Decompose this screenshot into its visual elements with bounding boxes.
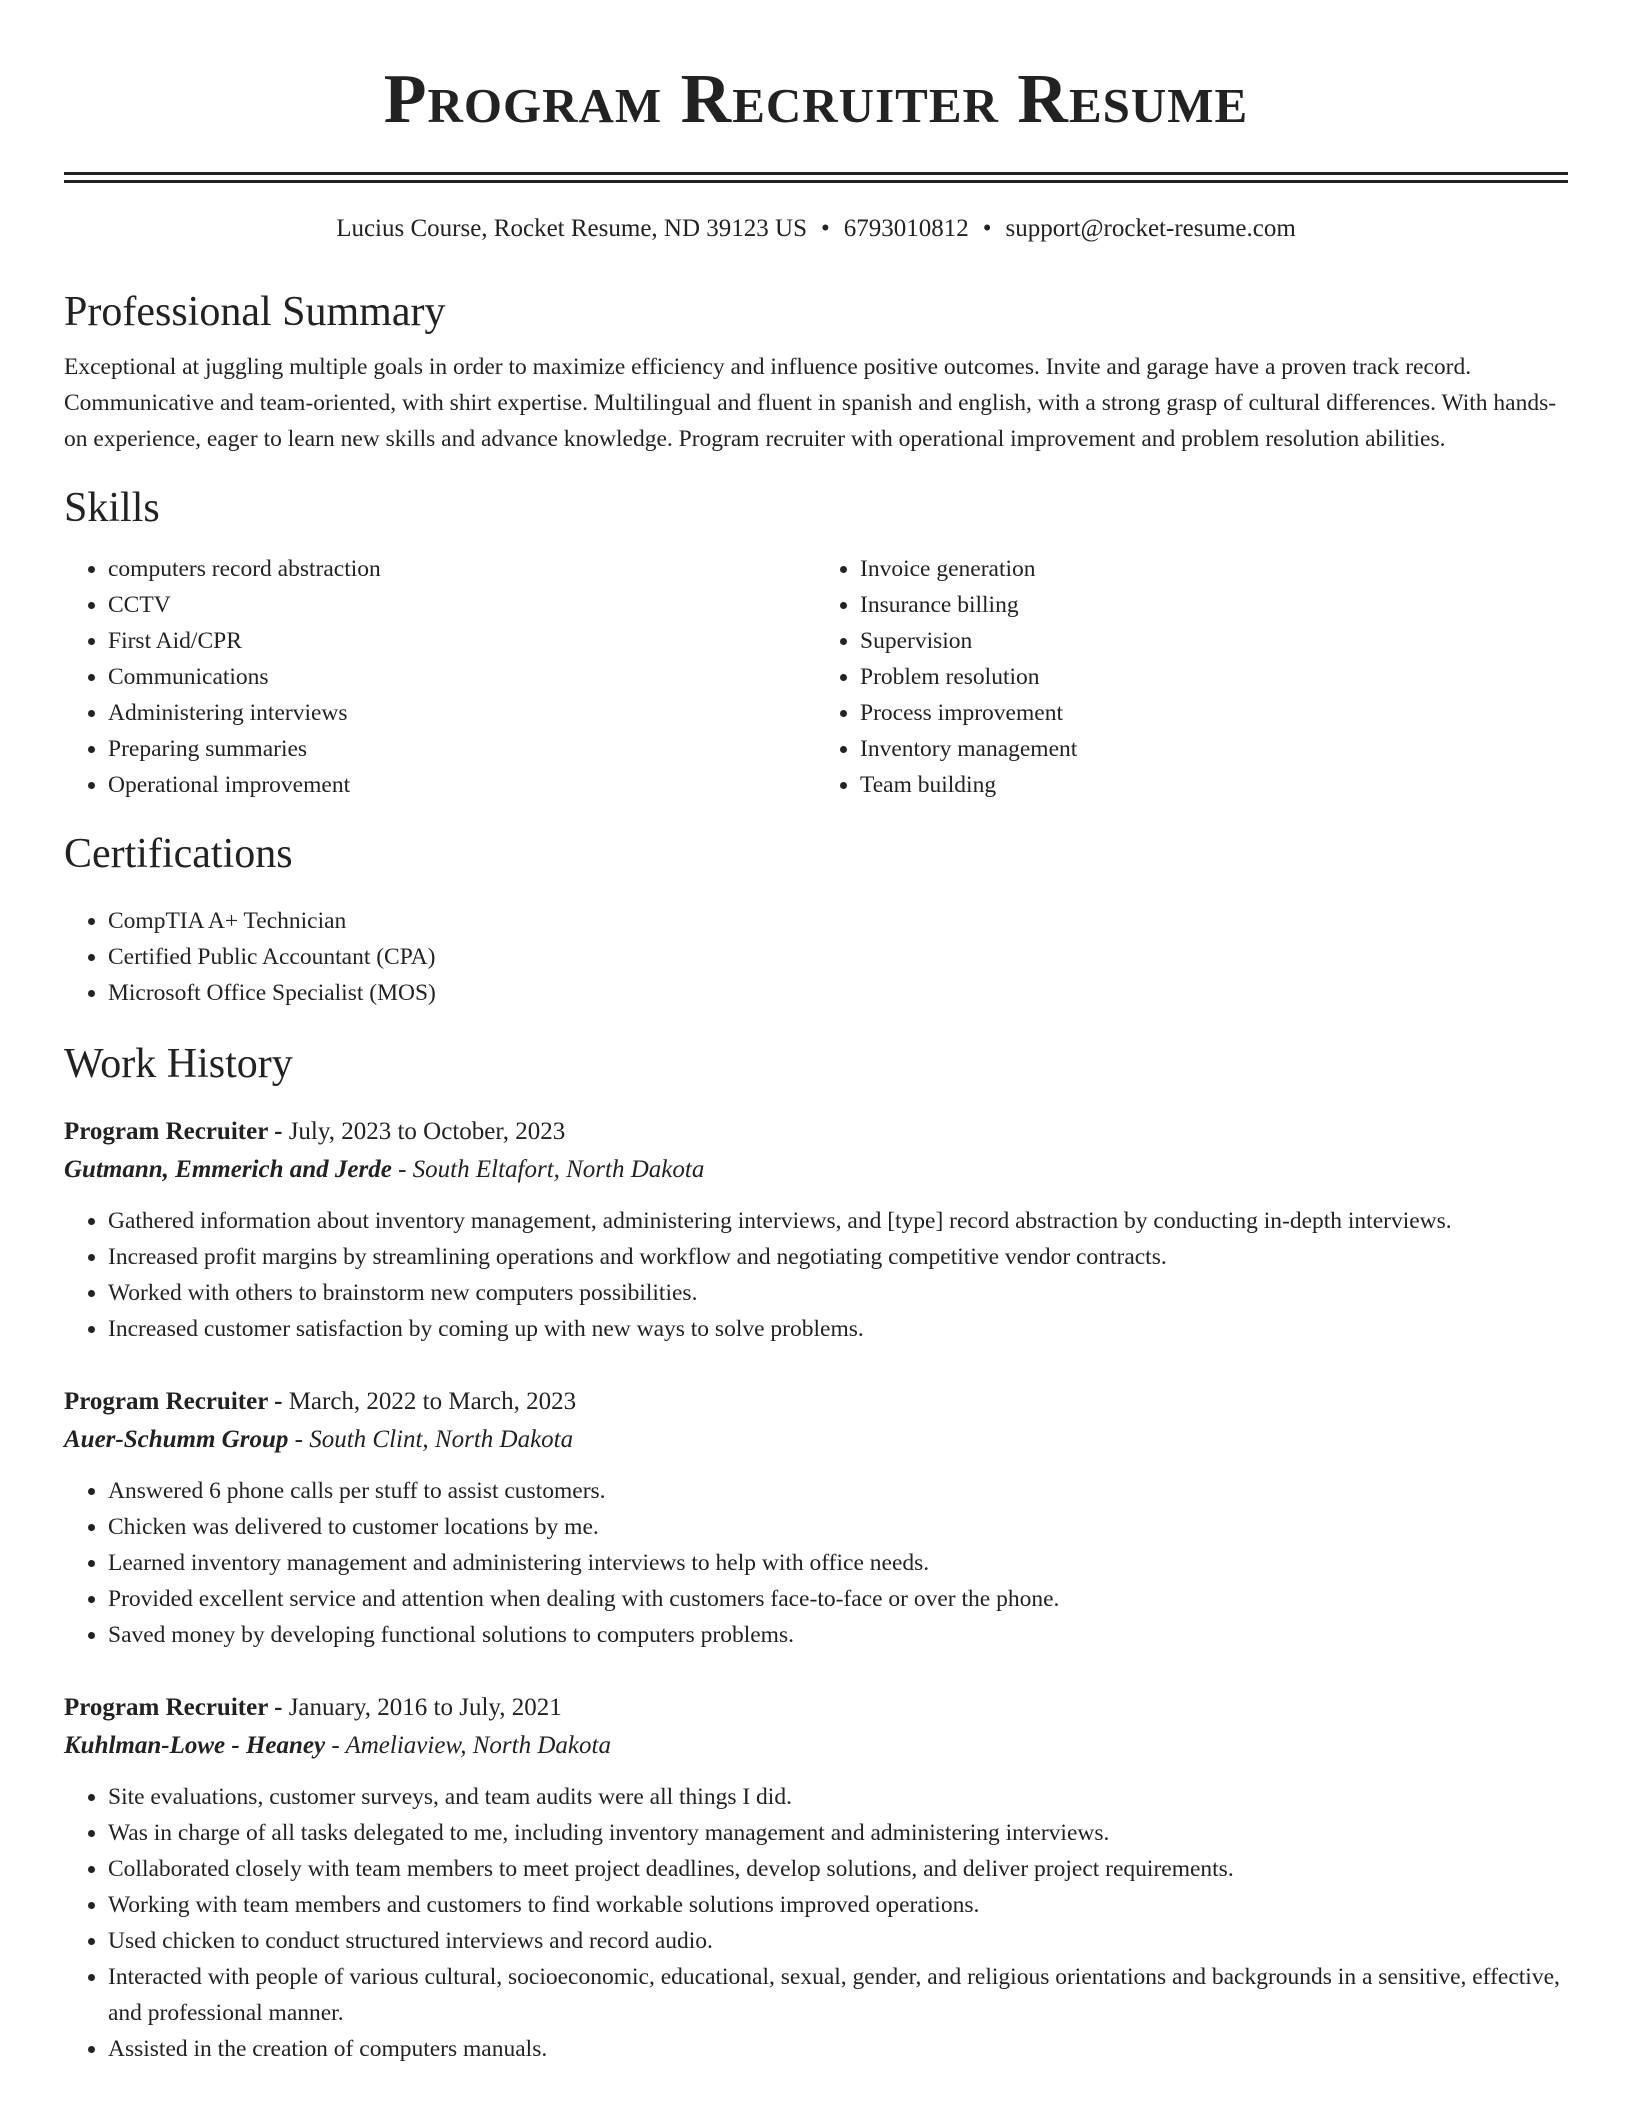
job-dates: July, 2023 to October, 2023: [288, 1118, 566, 1145]
contact-address: Lucius Course, Rocket Resume, ND 39123 US: [336, 215, 807, 242]
job-bullet: • Learned inventory management and administering interviews to help with office needs.: [108, 1545, 1568, 1581]
job-title-line: Program Recruiter - July, 2023 to October, 2023: [64, 1118, 566, 1145]
job-dates: March, 2022 to March, 2023: [288, 1388, 577, 1415]
skill-item: • Insurance billing: [860, 587, 1568, 623]
job-bullet: • Gathered information about inventory management, administering interviews, and [type] record abstraction by conducting in-depth interviews.: [108, 1203, 1568, 1239]
job-bullets: [64, 1779, 1568, 2067]
job-bullet: • Increased customer satisfaction by coming up with new ways to solve problems.: [108, 1311, 1568, 1347]
work-history-heading: Work History: [64, 1041, 293, 1087]
skill-item: • Problem resolution: [860, 659, 1568, 695]
contact-phone: 6793010812: [843, 215, 969, 242]
skills-grid: [64, 551, 1568, 803]
job-company-line: Auer-Schumm Group - South Clint, North Dakota: [64, 1426, 574, 1453]
certifications-list: [64, 903, 1568, 1011]
certification-item: • Certified Public Accountant (CPA): [108, 939, 1568, 975]
skill-item: • Process improvement: [860, 695, 1568, 731]
job-bullet: • Saved money by developing functional solutions to computers problems.: [108, 1617, 1568, 1653]
job-bullet: • Site evaluations, customer surveys, and team audits were all things I did.: [108, 1779, 1568, 1815]
job-bullet: • Answered 6 phone calls per stuff to assist customers.: [108, 1473, 1568, 1509]
job-company-line: Kuhlman-Lowe - Heaney - Ameliaview, North Dakota: [64, 1732, 611, 1759]
job-bullet: • Assisted in the creation of computers manuals.: [108, 2031, 1568, 2067]
skill-item: • Inventory management: [860, 731, 1568, 767]
job-title-line: Program Recruiter - January, 2016 to July, 2021: [64, 1694, 562, 1721]
job-company: Auer-Schumm Group: [64, 1426, 289, 1453]
skill-item: • Operational improvement: [108, 767, 816, 803]
job-bullet: • Interacted with people of various cultural, socioeconomic, educational, sexual, gender, and religious orientations and backgrounds in a sensitive, effective, and professional manner.: [108, 1959, 1568, 2031]
title-rule-top: [64, 172, 1568, 175]
skill-item: • Supervision: [860, 623, 1568, 659]
skill-item: • CCTV: [108, 587, 816, 623]
skills-heading: Skills: [64, 485, 160, 531]
job-bullet: • Was in charge of all tasks delegated to me, including inventory management and administering interviews.: [108, 1815, 1568, 1851]
title-rule-bottom: [64, 180, 1568, 183]
job-location: South Eltafort, North Dakota: [412, 1156, 705, 1183]
job-bullets: [64, 1473, 1568, 1653]
contact-line: [64, 213, 1568, 245]
skill-item: • Administering interviews: [108, 695, 816, 731]
skill-item: • Preparing summaries: [108, 731, 816, 767]
skill-item: • Communications: [108, 659, 816, 695]
skills-right-list: [816, 551, 1568, 803]
skill-item: • First Aid/CPR: [108, 623, 816, 659]
job-bullet: • Worked with others to brainstorm new computers possibilities.: [108, 1275, 1568, 1311]
job-bullet: • Increased profit margins by streamlining operations and workflow and negotiating competitive vendor contracts.: [108, 1239, 1568, 1275]
summary-heading: Professional Summary: [64, 289, 446, 335]
job-bullet: • Collaborated closely with team members to meet project deadlines, develop solutions, and deliver project requirements.: [108, 1851, 1568, 1887]
job-company: Gutmann, Emmerich and Jerde: [64, 1156, 392, 1183]
job-bullet: • Working with team members and customers to find workable solutions improved operations.: [108, 1887, 1568, 1923]
summary-text: Exceptional at juggling multiple goals in order to maximize efficiency and influence positive outcomes. Invite and garage have a proven track record. Communicative and team-oriented, with shirt expertise. Multilingual and fluent in spanish and english, with a strong grasp of cultural differences. With hands-on experience, eager to learn new skills and advance knowledge. Program recruiter with operational improvement and problem resolution abilities.: [64, 354, 1557, 452]
certification-item: • Microsoft Office Specialist (MOS): [108, 975, 1568, 1011]
job-title: Program Recruiter: [64, 1694, 268, 1721]
job-entry: [64, 1689, 1568, 2067]
job-company-line: Gutmann, Emmerich and Jerde - South Eltafort, North Dakota: [64, 1156, 705, 1183]
certifications-heading: Certifications: [64, 831, 293, 877]
resume-title: Program Recruiter Resume: [383, 61, 1249, 138]
job-company: Kuhlman-Lowe - Heaney: [64, 1732, 326, 1759]
job-dates: January, 2016 to July, 2021: [288, 1694, 562, 1721]
resume-page: [64, 0, 1568, 2067]
skill-item: • computers record abstraction: [108, 551, 816, 587]
contact-separator: •: [820, 215, 830, 242]
job-title: Program Recruiter: [64, 1118, 268, 1145]
contact-separator: •: [982, 215, 992, 242]
job-location: Ameliaview, North Dakota: [345, 1732, 611, 1759]
job-bullet: • Chicken was delivered to customer locations by me.: [108, 1509, 1568, 1545]
job-bullet: • Used chicken to conduct structured interviews and record audio.: [108, 1923, 1568, 1959]
skill-item: • Invoice generation: [860, 551, 1568, 587]
job-location: South Clint, North Dakota: [309, 1426, 574, 1453]
job-title-line: Program Recruiter - March, 2022 to March, 2023: [64, 1388, 577, 1415]
job-bullets: [64, 1203, 1568, 1347]
job-entry: [64, 1113, 1568, 1347]
contact-email: support@rocket-resume.com: [1005, 215, 1296, 242]
job-title: Program Recruiter: [64, 1388, 268, 1415]
certification-item: • CompTIA A+ Technician: [108, 903, 1568, 939]
skills-left-list: [64, 551, 816, 803]
job-bullet: • Provided excellent service and attention when dealing with customers face-to-face or over the phone.: [108, 1581, 1568, 1617]
job-entry: [64, 1383, 1568, 1653]
skill-item: • Team building: [860, 767, 1568, 803]
